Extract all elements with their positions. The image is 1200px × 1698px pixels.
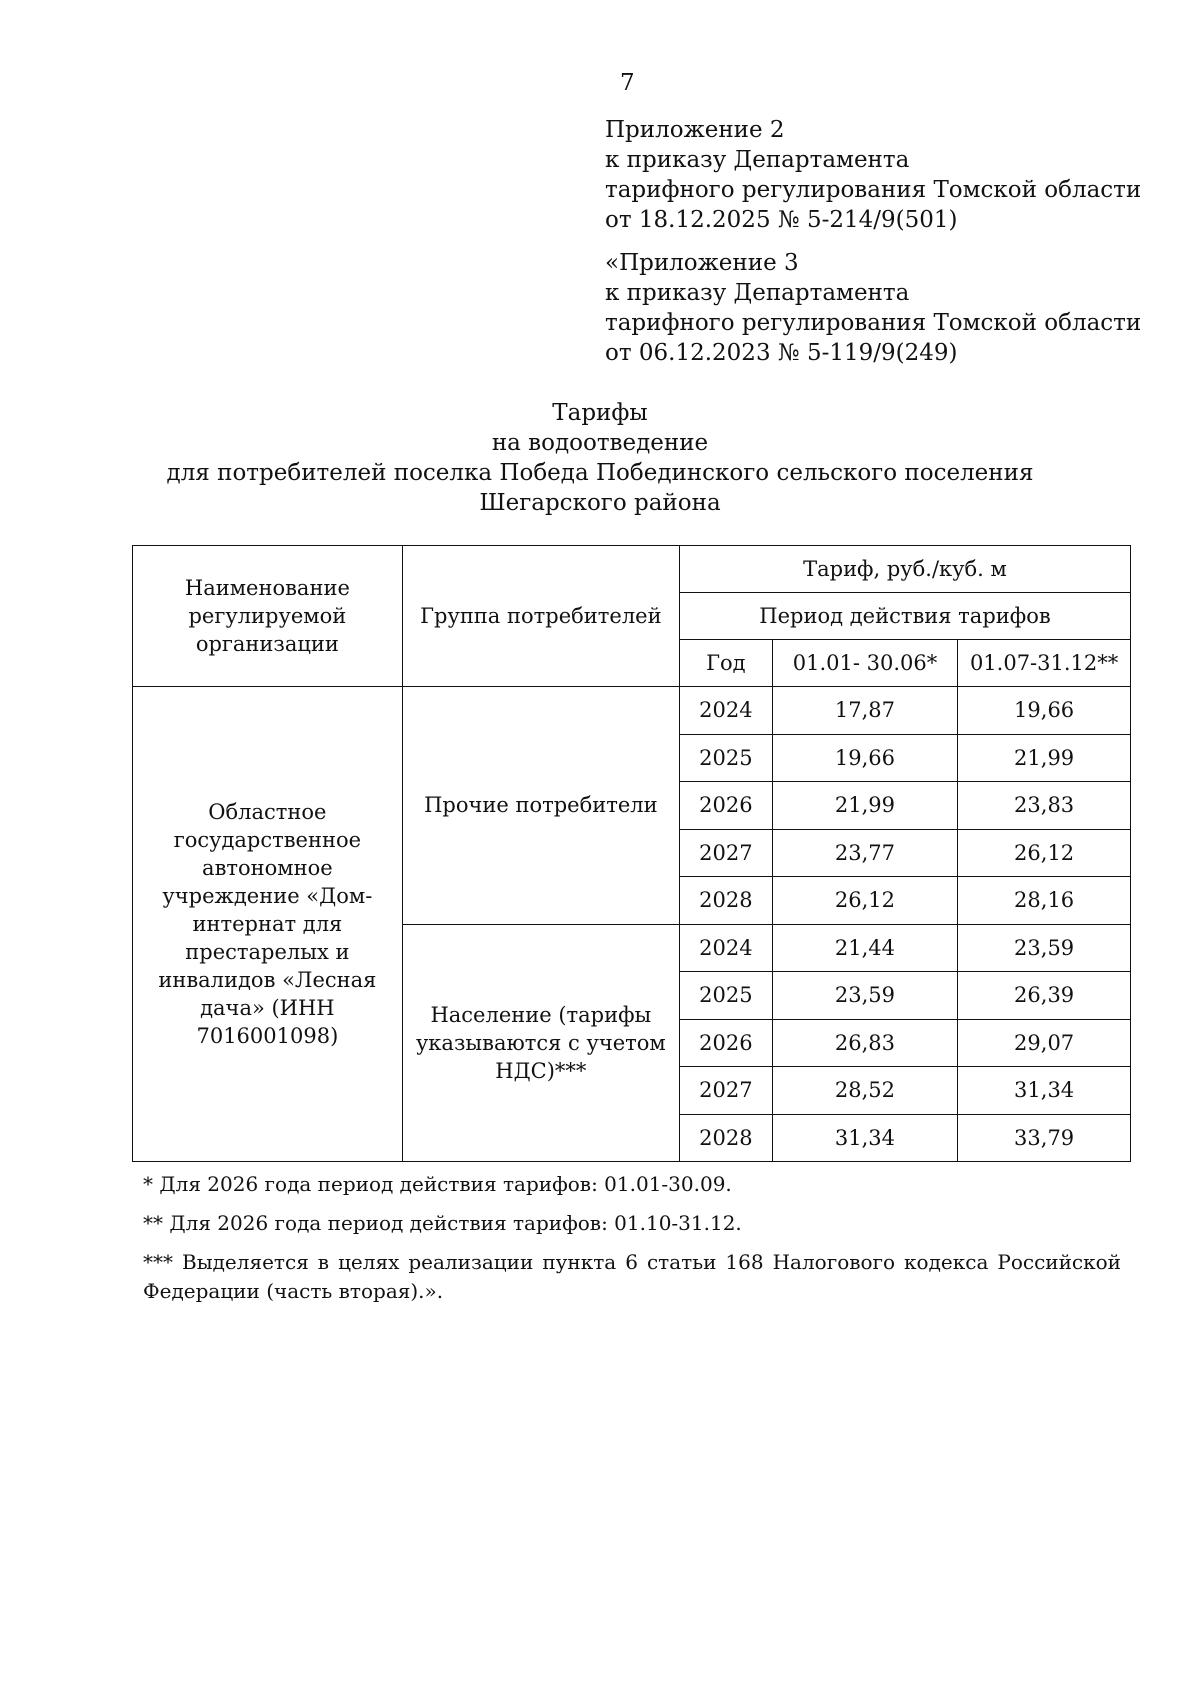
footnote-1: * Для 2026 года период действия тарифов: 01.01-30.09. xyxy=(143,1172,732,1196)
tariff-cell: 21,44 xyxy=(772,924,958,972)
tariff-cell: 23,59 xyxy=(772,972,958,1020)
document-title xyxy=(0,398,1200,518)
tariff-cell: 17,87 xyxy=(772,687,958,735)
appendix-department: тарифного регулирования Томской области xyxy=(605,177,1142,203)
year-cell: 2028 xyxy=(679,877,772,925)
tariff-cell: 21,99 xyxy=(772,782,958,830)
tariff-cell: 29,07 xyxy=(958,1019,1131,1067)
footnote-2: ** Для 2026 года период действия тарифов: 01.10-31.12. xyxy=(143,1211,742,1235)
year-cell: 2026 xyxy=(679,1019,772,1067)
appendix-header-current xyxy=(605,115,1145,235)
table-header-row xyxy=(133,546,1131,593)
table-row xyxy=(133,687,1131,735)
appendix-date-number: от 18.12.2025 № 5-214/9(501) xyxy=(605,207,958,233)
appendix-order-ref: к приказу Департамента xyxy=(605,280,910,306)
year-cell: 2028 xyxy=(679,1114,772,1162)
year-cell: 2027 xyxy=(679,829,772,877)
tariff-cell: 26,39 xyxy=(958,972,1131,1020)
tariff-cell: 26,12 xyxy=(958,829,1131,877)
footnotes xyxy=(143,1170,1121,1316)
tariff-cell: 23,77 xyxy=(772,829,958,877)
appendix-order-ref: к приказу Департамента xyxy=(605,147,910,173)
title-line: на водоотведение xyxy=(491,430,709,456)
tariff-cell: 23,59 xyxy=(958,924,1131,972)
title-line: для потребителей поселка Победа Побединского сельского поселения xyxy=(166,460,1034,486)
organization-name: Областное государственное автономное учреждение «Дом-интернат для престарелых и инвалидов «Лесная дача» (ИНН 7016001098) xyxy=(133,687,403,1162)
year-cell: 2026 xyxy=(679,782,772,830)
tariff-table xyxy=(132,545,1131,1162)
header-consumer-group: Группа потребителей xyxy=(402,546,679,687)
tariff-cell: 21,99 xyxy=(958,734,1131,782)
tariff-cell: 26,83 xyxy=(772,1019,958,1067)
title-line: Шегарского района xyxy=(479,490,721,516)
year-cell: 2024 xyxy=(679,924,772,972)
consumer-group-name: Население (тарифы указываются с учетом НДС)*** xyxy=(402,924,679,1162)
tariff-cell: 26,12 xyxy=(772,877,958,925)
appendix-date-number: от 06.12.2023 № 5-119/9(249) xyxy=(605,340,958,366)
appendix-department: тарифного регулирования Томской области xyxy=(605,310,1142,336)
header-period: Период действия тарифов xyxy=(679,593,1130,640)
header-tariff-unit: Тариф, руб./куб. м xyxy=(679,546,1130,593)
footnote-3: *** Выделяется в целях реализации пункта 6 статьи 168 Налогового кодекса Российской Федерации (часть вторая).». xyxy=(143,1250,1121,1303)
header-period-2: 01.07-31.12** xyxy=(958,640,1131,687)
tariff-cell: 31,34 xyxy=(772,1114,958,1162)
appendix-label: Приложение 2 xyxy=(605,117,785,143)
appendix-header-amended xyxy=(605,248,1145,368)
tariff-cell: 28,16 xyxy=(958,877,1131,925)
header-year: Год xyxy=(679,640,772,687)
year-cell: 2024 xyxy=(679,687,772,735)
tariff-cell: 19,66 xyxy=(772,734,958,782)
header-period-1: 01.01- 30.06* xyxy=(772,640,958,687)
tariff-cell: 19,66 xyxy=(958,687,1131,735)
tariff-cell: 31,34 xyxy=(958,1067,1131,1115)
title-line: Тарифы xyxy=(552,400,648,426)
page-number: 7 xyxy=(620,70,635,96)
appendix-label: «Приложение 3 xyxy=(605,250,799,276)
year-cell: 2025 xyxy=(679,972,772,1020)
tariff-cell: 23,83 xyxy=(958,782,1131,830)
consumer-group-name: Прочие потребители xyxy=(402,687,679,925)
tariff-cell: 28,52 xyxy=(772,1067,958,1115)
year-cell: 2025 xyxy=(679,734,772,782)
tariff-cell: 33,79 xyxy=(958,1114,1131,1162)
header-organization: Наименование регулируемой организации xyxy=(133,546,403,687)
year-cell: 2027 xyxy=(679,1067,772,1115)
